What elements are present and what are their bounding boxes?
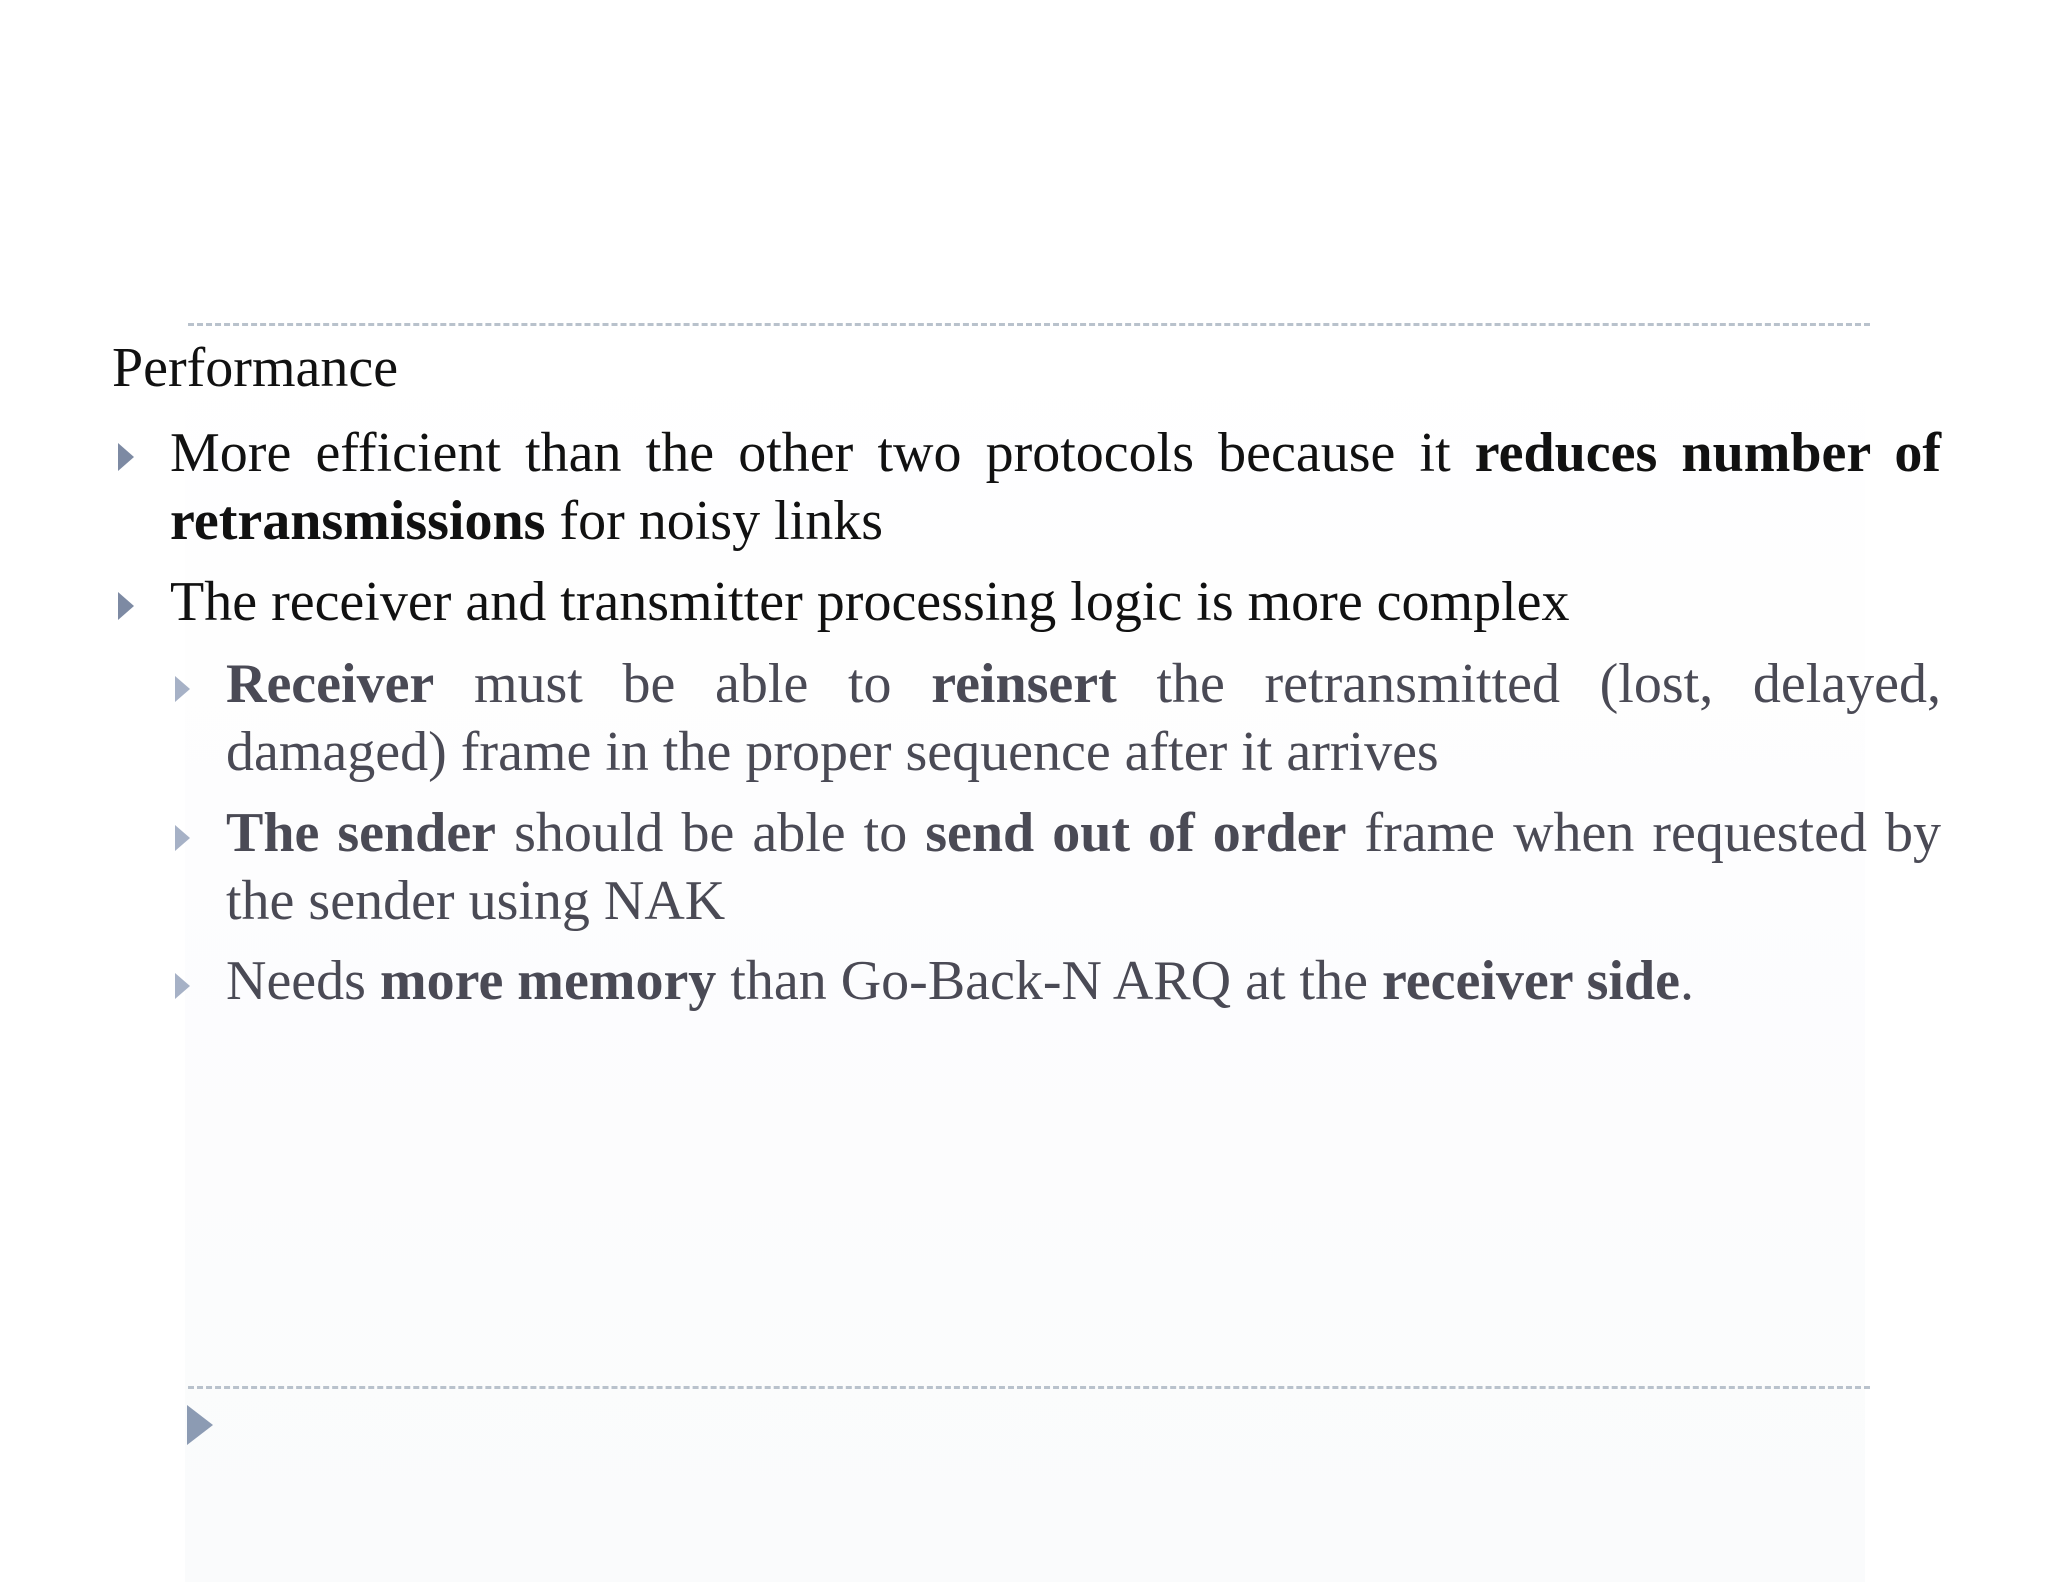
subbullet-text: [226, 650, 1941, 786]
subbullet-item-memory: [226, 947, 1941, 1015]
subbullet-text-bold: receiver side: [1381, 950, 1680, 1012]
bottom-dashed-divider: [188, 1386, 1870, 1389]
subbullet-text-plain: should be able to: [496, 802, 926, 864]
footer-triangle-icon: [187, 1405, 213, 1445]
subbullet-text-plain: the retransmitted (lost, delayed, damaged) frame in the proper sequence after it arrives: [226, 653, 1942, 783]
triangle-bullet-icon: [118, 592, 134, 620]
subbullet-text-plain: frame when requested by the sender using NAK: [226, 802, 1941, 932]
bullet-text: [170, 419, 1941, 555]
subbullet-text-plain: than Go-Back-N ARQ at the: [716, 950, 1382, 1012]
triangle-subbullet-icon: [175, 676, 190, 702]
subbullet-text: [226, 799, 1941, 935]
top-dashed-divider: [188, 323, 1870, 326]
triangle-bullet-icon: [118, 443, 134, 471]
subbullet-text-plain: .: [1679, 950, 1694, 1012]
bullet-text: The receiver and transmitter processing logic is more complex: [170, 571, 1570, 633]
subbullet-text: [226, 947, 1941, 1015]
subbullet-item-sender: [226, 799, 1941, 935]
bullet-item-complexity: [170, 568, 1941, 636]
bullet-text-bold: reduces number of retransmissions: [170, 422, 1941, 552]
subbullet-text-bold: more memory: [379, 950, 717, 1012]
subbullet-text-bold: send out of order: [925, 802, 1347, 864]
bullet-text-plain: More efficient than the other two protocols because it: [170, 422, 1475, 484]
triangle-subbullet-icon: [175, 973, 190, 999]
subbullet-text-bold: reinsert: [931, 653, 1117, 715]
bullet-text-plain: for noisy links: [545, 490, 883, 552]
subbullet-text-bold: The sender: [226, 802, 497, 864]
subbullet-text-plain: Needs: [226, 950, 380, 1012]
subbullet-text-plain: must be able to: [434, 653, 932, 715]
triangle-subbullet-icon: [175, 825, 190, 851]
bullet-item-efficiency: [170, 419, 1941, 555]
section-heading: Performance: [112, 337, 399, 399]
subbullet-text-bold: Receiver: [226, 653, 435, 715]
subbullet-item-receiver: [226, 650, 1941, 786]
